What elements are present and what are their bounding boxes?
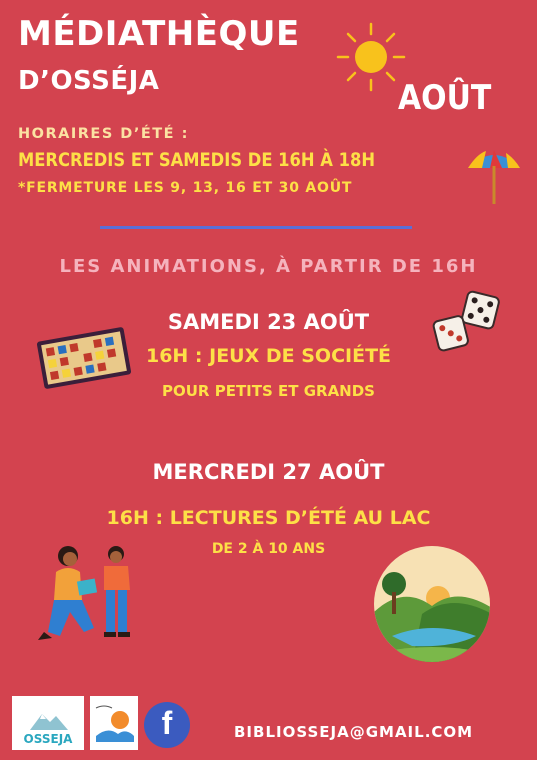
contact-email[interactable]: BIBLIOSSEJA@GMAIL.COM — [234, 723, 474, 741]
event2-activity: 16H : LECTURES D’ÉTÉ AU LAC — [106, 507, 431, 529]
partner-logo-icon — [90, 696, 138, 750]
partner-logo — [90, 696, 138, 750]
mountain-logo-icon — [12, 704, 84, 734]
reading-kids-icon — [34, 540, 144, 644]
facebook-letter: f — [161, 705, 173, 741]
facebook-icon[interactable] — [144, 702, 190, 748]
title-line2: D’OSSÉJA — [18, 66, 160, 96]
animations-title: LES ANIMATIONS, À PARTIR DE 16H — [59, 256, 478, 277]
event1-audience: POUR PETITS ET GRANDS — [162, 382, 375, 400]
lake-landscape-icon — [372, 544, 492, 664]
title-line1: MÉDIATHÈQUE — [18, 14, 300, 54]
board-game-icon — [36, 326, 132, 390]
opening-days: MERCREDIS ET SAMEDIS DE 16H À 18H — [18, 149, 376, 171]
closure-dates: *FERMETURE LES 9, 13, 16 ET 30 AOÛT — [18, 180, 353, 196]
month-label: AOÛT — [398, 78, 492, 118]
umbrella-icon — [464, 146, 524, 208]
divider-line — [100, 226, 412, 229]
osseja-logo-text: OSSEJA — [23, 732, 73, 746]
event1-date: SAMEDI 23 AOÛT — [167, 310, 370, 334]
event2-date: MERCREDI 27 AOÛT — [152, 460, 385, 484]
dice-icon — [432, 290, 502, 356]
osseja-logo — [12, 696, 84, 750]
event2-audience: DE 2 À 10 ANS — [211, 541, 326, 557]
sun-icon — [336, 22, 406, 92]
event1-activity: 16H : JEUX DE SOCIÉTÉ — [145, 345, 392, 367]
summer-hours-label: HORAIRES D’ÉTÉ : — [18, 126, 189, 142]
